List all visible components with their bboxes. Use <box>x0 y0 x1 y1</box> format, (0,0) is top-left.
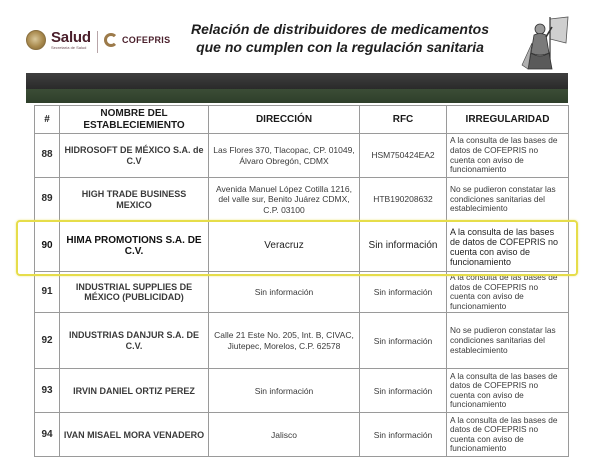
table-row <box>35 178 569 222</box>
cofepris-logo <box>104 33 170 47</box>
header-bar-green <box>26 89 568 103</box>
row-address: Avenida Manuel López Cotilla 1216, del valle sur, Benito Juárez CDMX, C.P. 03100 <box>209 178 360 222</box>
row-irregularity: A la consulta de las bases de datos de COFEPRIS no cuenta con aviso de funcionamiento <box>447 413 569 457</box>
row-rfc: Sin información <box>360 272 447 313</box>
row-number: 92 <box>35 313 60 369</box>
row-name: IRVIN DANIEL ORTIZ PEREZ <box>60 369 209 413</box>
table-row <box>35 413 569 457</box>
header-bar-dark <box>26 73 568 89</box>
column-header-irregularity: IRREGULARIDAD <box>447 106 569 134</box>
distributors-table <box>34 105 569 457</box>
salud-logo-subtext: Secretaría de Salud <box>51 45 87 50</box>
table-row <box>35 134 569 178</box>
row-number: 88 <box>35 134 60 178</box>
row-address: Jalisco <box>209 413 360 457</box>
column-header-rfc: RFC <box>360 106 447 134</box>
row-number: 93 <box>35 369 60 413</box>
row-rfc: HTB190208632 <box>360 178 447 222</box>
row-number: 89 <box>35 178 60 222</box>
document-title-line-2: que no cumplen con la regulación sanitaria <box>196 39 484 55</box>
column-header-number: # <box>35 106 60 134</box>
cofepris-logo-text: COFEPRIS <box>122 35 171 45</box>
row-address: Sin información <box>209 369 360 413</box>
table-row <box>35 369 569 413</box>
table-row-highlighted <box>35 222 569 272</box>
row-name: INDUSTRIAL SUPPLIES DE MÉXICO (PUBLICIDAD) <box>60 272 209 313</box>
document-header <box>0 0 600 72</box>
cofepris-mark-icon <box>104 33 118 47</box>
table-row <box>35 272 569 313</box>
row-rfc: HSM750424EA2 <box>360 134 447 178</box>
row-address: Las Flores 370, Tlacopac, CP. 01049, Álvaro Obregón, CDMX <box>209 134 360 178</box>
document-title <box>190 20 490 56</box>
row-name: INDUSTRIAS DANJUR S.A. DE C.V. <box>60 313 209 369</box>
salud-logo <box>26 30 91 50</box>
row-number: 94 <box>35 413 60 457</box>
row-irregularity: A la consulta de las bases de datos de COFEPRIS no cuenta con aviso de funcionamiento <box>447 369 569 413</box>
row-rfc: Sin información <box>360 313 447 369</box>
row-name: HIMA PROMOTIONS S.A. DE C.V. <box>60 222 209 272</box>
row-number: 91 <box>35 272 60 313</box>
row-rfc: Sin información <box>360 413 447 457</box>
table-header-row <box>35 106 569 134</box>
logo-divider <box>97 31 98 53</box>
row-name: IVAN MISAEL MORA VENADERO <box>60 413 209 457</box>
row-number: 90 <box>35 222 60 272</box>
row-rfc: Sin información <box>360 222 447 272</box>
row-address: Veracruz <box>209 222 360 272</box>
row-irregularity: A la consulta de las bases de datos de COFEPRIS no cuenta con aviso de funcionamiento <box>447 222 569 272</box>
column-header-address: DIRECCIÓN <box>209 106 360 134</box>
row-name: HIGH TRADE BUSINESS MEXICO <box>60 178 209 222</box>
heroine-figure-icon <box>516 13 576 71</box>
row-address: Sin información <box>209 272 360 313</box>
row-irregularity: No se pudieron constatar las condiciones sanitarias del establecimiento <box>447 178 569 222</box>
row-irregularity: No se pudieron constatar las condiciones sanitarias del establecimiento <box>447 313 569 369</box>
row-irregularity: A la consulta de las bases de datos de COFEPRIS no cuenta con aviso de funcionamiento <box>447 134 569 178</box>
salud-logo-text: Salud <box>51 29 91 46</box>
row-address: Calle 21 Este No. 205, Int. B, CIVAC, Jiutepec, Morelos, C.P. 62578 <box>209 313 360 369</box>
row-name: HIDROSOFT DE MÉXICO S.A. de C.V <box>60 134 209 178</box>
mexico-seal-icon <box>26 30 46 50</box>
row-rfc: Sin información <box>360 369 447 413</box>
column-header-name: NOMBRE DEL ESTABLECIEMIENTO <box>60 106 209 134</box>
table-row <box>35 313 569 369</box>
document-title-line-1: Relación de distribuidores de medicamentos <box>191 21 489 37</box>
row-irregularity: A la consulta de las bases de datos de COFEPRIS no cuenta con aviso de funcionamiento <box>447 272 569 313</box>
